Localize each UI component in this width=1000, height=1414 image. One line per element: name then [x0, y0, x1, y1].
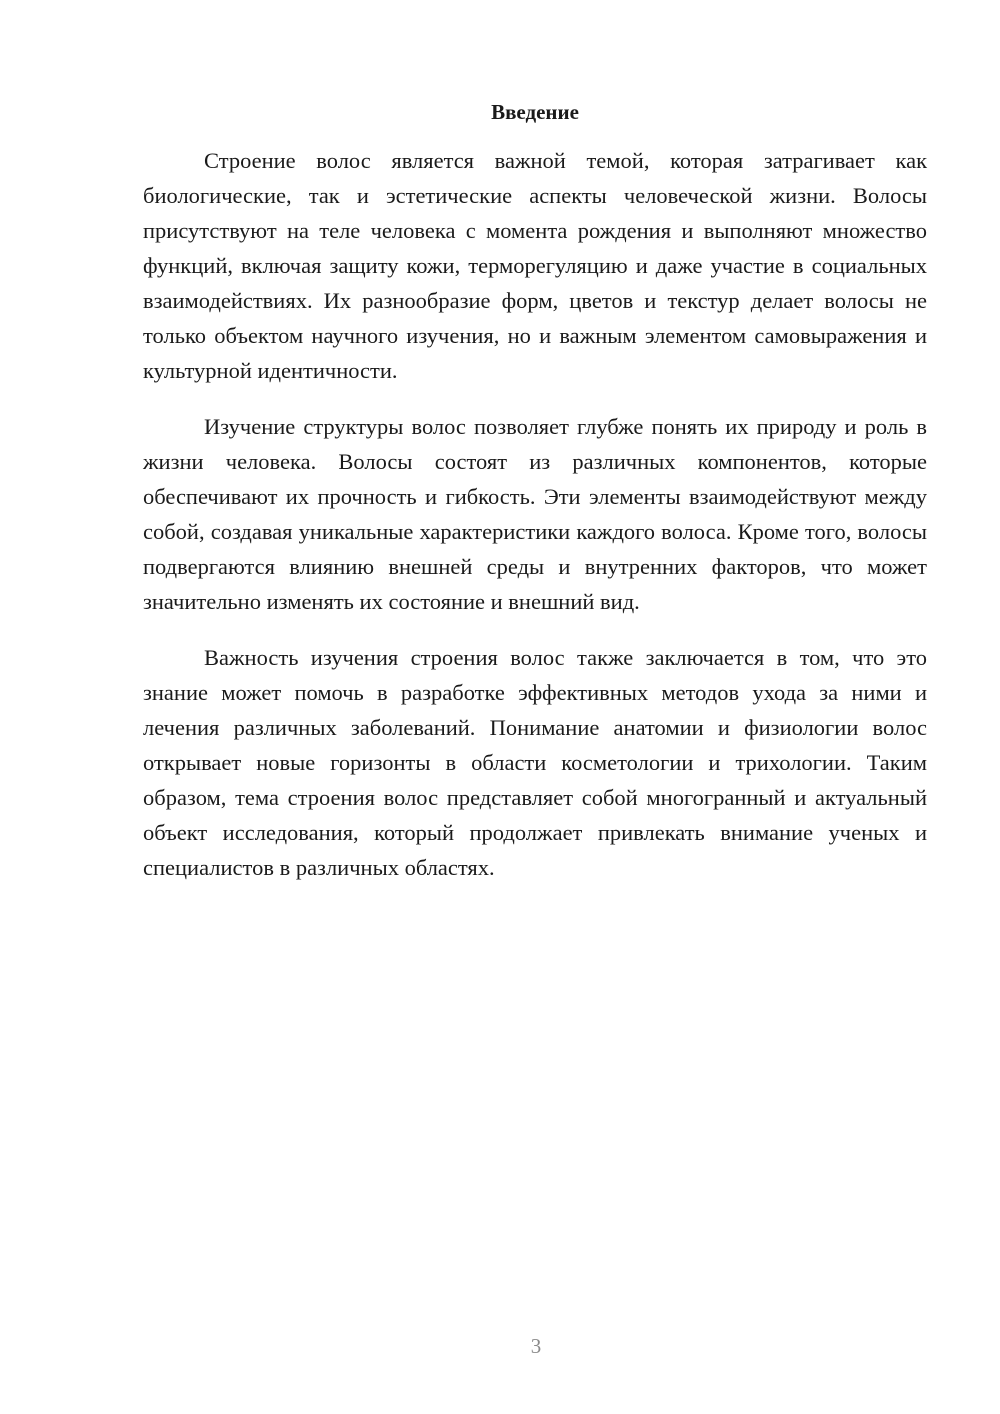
page-number: 3	[530, 1334, 542, 1358]
paragraph-1: Строение волос является важной темой, которая затрагивает как биологические, так и эстетические аспекты человеческой жизни. Волосы присутствуют на теле человека с момента рождения и выполняют множество функций, включая защиту кожи, терморегуляцию и даже участие в социальных взаимодействиях. Их разнообразие форм, цветов и текстур делает волосы не только объектом научного изучения, но и важным элементом самовыражения и культурной идентичности.	[143, 148, 927, 383]
paragraph-3: Важность изучения строения волос также заключается в том, что это знание может помочь в разработке эффективных методов ухода за ними и лечения различных заболеваний. Понимание анатомии и физиологии волос открывает новые горизонты в области косметологии и трихологии. Таким образом, тема строения волос представляет собой многогранный и актуальный объект исследования, который продолжает привлекать внимание ученых и специалистов в различных областях.	[143, 645, 927, 880]
paragraph-2: Изучение структуры волос позволяет глубже понять их природу и роль в жизни человека. Волосы состоят из различных компонентов, которые обеспечивают их прочность и гибкость. Эти элементы взаимодействуют между собой, создавая уникальные характеристики каждого волоса. Кроме того, волосы подвергаются влиянию внешней среды и внутренних факторов, что может значительно изменять их состояние и внешний вид.	[143, 414, 927, 614]
section-title: Введение	[491, 100, 579, 124]
body-text	[143, 143, 927, 906]
